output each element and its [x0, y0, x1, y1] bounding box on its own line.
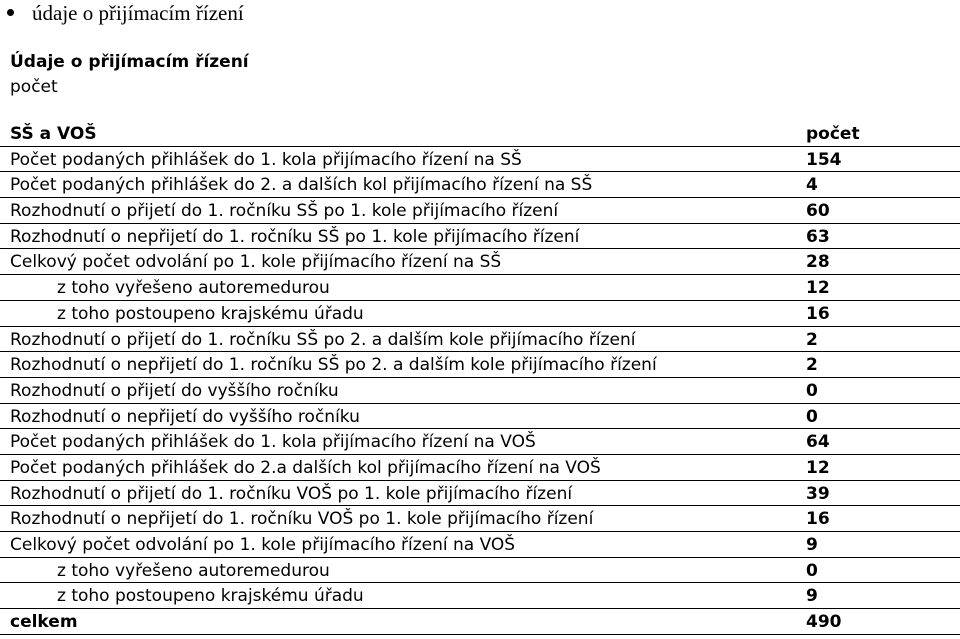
table-row: [0, 583, 960, 609]
table-row: [0, 455, 960, 481]
row-value: 9: [806, 535, 818, 555]
bullet-list-item: [32, 0, 244, 26]
row-label: Počet podaných přihlášek do 1. kola přijímacího řízení na SŠ: [10, 149, 522, 170]
bullet-text: údaje o přijímacím řízení: [32, 1, 244, 25]
table-row: [0, 198, 960, 224]
row-label: Rozhodnutí o nepřijetí do 1. ročníku VOŠ po 1. kole přijímacího řízení: [10, 509, 594, 530]
total-label: celkem: [10, 612, 78, 633]
table-row: [0, 481, 960, 507]
row-value: 12: [806, 278, 830, 299]
row-value: 2: [806, 329, 818, 350]
row-label: Počet podaných přihlášek do 1. kola přijímacího řízení na VOŠ: [10, 432, 536, 453]
row-value: 0: [806, 560, 818, 581]
row-value: 16: [806, 509, 830, 530]
table-row: [0, 147, 960, 173]
row-label: z toho postoupeno krajskému úřadu: [57, 586, 364, 607]
row-label: Rozhodnutí o přijetí do 1. ročníku VOŠ po 1. kole přijímacího řízení: [10, 483, 573, 504]
row-value: 60: [806, 201, 830, 222]
row-label: z toho postoupeno krajskému úřadu: [57, 303, 364, 324]
row-value: 63: [806, 226, 830, 247]
row-label: Počet podaných přihlášek do 2.a dalších kol přijímacího řízení na VOŠ: [10, 457, 601, 478]
row-value: 28: [806, 252, 830, 273]
table-row: [0, 275, 960, 301]
table-row: [0, 378, 960, 404]
row-value: 0: [806, 406, 818, 427]
row-value: 64: [806, 432, 830, 453]
admissions-table: [0, 121, 960, 635]
row-value: 154: [806, 149, 842, 170]
row-label: Celkový počet odvolání po 1. kole přijímacího řízení na SŠ: [10, 252, 502, 273]
row-label: Rozhodnutí o nepřijetí do 1. ročníku SŠ po 2. a dalším kole přijímacího řízení: [10, 355, 657, 376]
row-value: 0: [806, 380, 818, 401]
section-title: Údaje o přijímacím řízení: [10, 52, 249, 72]
table-row: [0, 249, 960, 275]
table-row: [0, 558, 960, 584]
row-label: z toho vyřešeno autoremedurou: [57, 560, 330, 581]
row-label: Rozhodnutí o přijetí do 1. ročníku SŠ po 2. a dalším kole přijímacího řízení: [10, 329, 636, 350]
row-value: 9: [806, 586, 818, 607]
table-row: [0, 224, 960, 250]
table-row: [0, 429, 960, 455]
row-label: Rozhodnutí o nepřijetí do vyššího ročníku: [10, 406, 360, 427]
table-row: [0, 404, 960, 430]
header-value: počet: [806, 124, 860, 144]
row-value: 4: [806, 175, 818, 196]
row-label: z toho vyřešeno autoremedurou: [57, 278, 330, 299]
table-row: [0, 301, 960, 327]
row-value: 16: [806, 303, 830, 324]
row-label: Celkový počet odvolání po 1. kole přijímacího řízení na VOŠ: [10, 535, 516, 555]
row-label: Počet podaných přihlášek do 2. a dalších kol přijímacího řízení na SŠ: [10, 175, 593, 196]
row-value: 12: [806, 457, 830, 478]
table-row: [0, 532, 960, 558]
bullet-dot-icon: [7, 9, 14, 16]
section-subtitle: počet: [10, 77, 58, 97]
header-label: SŠ a VOŠ: [10, 124, 97, 144]
table-total-row: [0, 609, 960, 635]
table-header-row: [0, 121, 960, 147]
row-value: 39: [806, 483, 830, 504]
total-value: 490: [806, 612, 842, 633]
row-label: Rozhodnutí o přijetí do 1. ročníku SŠ po 1. kole přijímacího řízení: [10, 201, 559, 222]
table-row: [0, 506, 960, 532]
table-row: [0, 327, 960, 353]
table-row: [0, 172, 960, 198]
table-row: [0, 352, 960, 378]
row-label: Rozhodnutí o přijetí do vyššího ročníku: [10, 380, 339, 401]
row-label: Rozhodnutí o nepřijetí do 1. ročníku SŠ po 1. kole přijímacího řízení: [10, 226, 580, 247]
row-value: 2: [806, 355, 818, 376]
